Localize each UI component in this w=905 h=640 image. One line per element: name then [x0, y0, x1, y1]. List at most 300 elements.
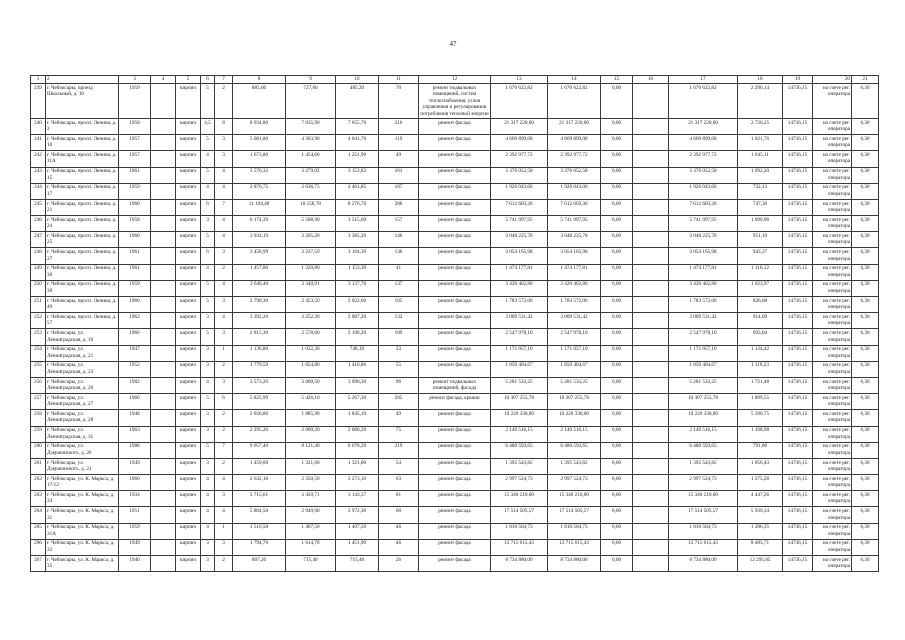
table-cell: 8 276,70 — [336, 199, 379, 215]
table-cell: 251 — [31, 297, 46, 313]
table-cell: 3 054 165,98 — [548, 248, 601, 264]
table-cell: 4 — [215, 475, 233, 491]
table-cell — [151, 507, 176, 523]
table-cell: 6,30 — [852, 329, 879, 345]
table-cell: кирпич — [176, 442, 201, 458]
table-cell — [633, 151, 669, 167]
table-cell: ремонт фасада — [419, 280, 491, 296]
table-cell — [151, 556, 176, 572]
table-cell: 0,00 — [601, 458, 633, 474]
table-cell: 119 — [379, 135, 419, 151]
table-cell — [633, 507, 669, 523]
table-cell: на счете рег. оператора — [813, 442, 852, 458]
table-cell: 6 678,20 — [336, 442, 379, 458]
table-row — [31, 410, 879, 426]
table-cell: 6,30 — [852, 313, 879, 329]
table-cell: 4 — [201, 491, 215, 507]
table-cell: 2 790,30 — [233, 297, 286, 313]
table-cell: г. Чебоксары, ул. Дзержинского, д. 26 — [46, 442, 119, 458]
table-cell: 13 715 615,43 — [491, 539, 548, 555]
table-cell: кирпич — [176, 491, 201, 507]
table-cell: 10 220 330,00 — [669, 410, 738, 426]
table-cell: 137 — [379, 280, 419, 296]
table-cell: 3 137,70 — [336, 280, 379, 296]
table-cell: 4 669 899,08 — [548, 135, 601, 151]
table-cell: 993,04 — [738, 329, 783, 345]
table-cell — [151, 248, 176, 264]
table-cell: 6,30 — [852, 232, 879, 248]
table-cell: 0,00 — [601, 151, 633, 167]
table-cell: 14736,15 — [783, 507, 813, 523]
table-cell: 3 385,20 — [336, 232, 379, 248]
table-cell: 107 — [379, 183, 419, 199]
table-cell: 216 — [379, 118, 419, 134]
table-cell: 1963 — [119, 426, 151, 442]
table-cell: ремонт фасада — [419, 232, 491, 248]
table-cell: 7 — [215, 199, 233, 215]
table-cell: 0,00 — [601, 523, 633, 539]
table-cell: 11 194,48 — [233, 199, 286, 215]
table-cell — [151, 491, 176, 507]
table-cell — [151, 539, 176, 555]
table-cell: 6 480 593,65 — [669, 442, 738, 458]
table-cell: 1 321,00 — [336, 458, 379, 474]
table-cell: на счете рег. оператора — [813, 199, 852, 215]
table-cell: на счете рег. оператора — [813, 507, 852, 523]
table-cell: 2 392 977,72 — [548, 151, 601, 167]
table-cell: 1959 — [119, 280, 151, 296]
table-cell: г. Чебоксары, просп. Ленина, д. 57 — [46, 313, 119, 329]
table-row — [31, 329, 879, 345]
table-cell: кирпич — [176, 151, 201, 167]
table-cell: 748,10 — [336, 345, 379, 361]
table-cell: кирпич — [176, 264, 201, 280]
table-cell: 1 810 564,73 — [548, 523, 601, 539]
table-cell: ремонт фасада — [419, 329, 491, 345]
table-cell: 262 — [31, 475, 46, 491]
table-cell: 7 612 603,36 — [548, 199, 601, 215]
table-cell: 253 — [31, 329, 46, 345]
column-number-cell: 5 — [176, 76, 201, 84]
table-cell: 8 734 880,00 — [548, 556, 601, 572]
table-cell: на счете рег. оператора — [813, 232, 852, 248]
table-cell — [633, 377, 669, 393]
table-cell: 0,00 — [601, 199, 633, 215]
column-number-cell: 19 — [783, 76, 813, 84]
table-cell: 5 804,50 — [233, 507, 286, 523]
table-cell: 4 — [215, 313, 233, 329]
table-cell: ремонт фасада — [419, 199, 491, 215]
table-cell: 1 116,12 — [738, 264, 783, 280]
table-cell: 0,00 — [601, 329, 633, 345]
table-cell: кирпич — [176, 135, 201, 151]
table-cell: 1 885,90 — [286, 410, 336, 426]
table-cell: 6,30 — [852, 280, 879, 296]
table-cell — [633, 84, 669, 119]
table-cell: 6,30 — [852, 84, 879, 119]
table-cell: 8 934,80 — [233, 118, 286, 134]
table-cell: 14736,15 — [783, 458, 813, 474]
table-cell: 1 021,76 — [738, 135, 783, 151]
table-cell: 4 447,26 — [738, 491, 783, 507]
table-cell: 8 734 880,00 — [669, 556, 738, 572]
table-cell: 1 783 572,06 — [548, 297, 601, 313]
table-cell: 14736,15 — [783, 410, 813, 426]
table-cell: 1982 — [119, 377, 151, 393]
table-cell: на счете рег. оператора — [813, 151, 852, 167]
table-cell: 2 295,20 — [233, 426, 286, 442]
table-cell: 2 — [215, 361, 233, 377]
table-cell — [151, 151, 176, 167]
table-cell: 4,5 — [201, 118, 215, 134]
table-cell: 3 069,50 — [286, 377, 336, 393]
table-cell: 3 640,40 — [233, 280, 286, 296]
table-cell: 0,00 — [601, 135, 633, 151]
table-cell: 3 573,20 — [233, 377, 286, 393]
table-cell: 146 — [379, 232, 419, 248]
table-cell: 3 — [201, 458, 215, 474]
table-cell: 1947 — [119, 345, 151, 361]
table-cell: 14736,15 — [783, 491, 813, 507]
table-cell: на счете рег. оператора — [813, 297, 852, 313]
table-row — [31, 345, 879, 361]
table-cell: кирпич — [176, 458, 201, 474]
table-cell: 14736,15 — [783, 442, 813, 458]
column-number-cell: 18 — [738, 76, 783, 84]
table-cell: кирпич — [176, 377, 201, 393]
column-number-cell: 2 — [46, 76, 119, 84]
table-cell: 3 — [215, 135, 233, 151]
table-cell: 15 346 210,00 — [491, 491, 548, 507]
table-cell: 2 632,10 — [233, 475, 286, 491]
table-cell: 49 — [379, 410, 419, 426]
table-cell: 5 426,10 — [286, 394, 336, 410]
table-cell: ремонт подвальных помещений, фасада — [419, 377, 491, 393]
table-cell: 5 281 533,25 — [669, 377, 738, 393]
table-row — [31, 458, 879, 474]
table-cell: 1 474 177,81 — [491, 264, 548, 280]
table-cell: 914,69 — [738, 313, 783, 329]
table-cell: на счете рег. оператора — [813, 491, 852, 507]
table-cell: 260 — [31, 442, 46, 458]
column-number-cell: 21 — [852, 76, 879, 84]
table-cell: на счете рег. оператора — [813, 216, 852, 232]
table-cell: на счете рег. оператора — [813, 84, 852, 119]
table-cell: 727,60 — [286, 84, 336, 119]
table-cell: 6,30 — [852, 216, 879, 232]
table-cell: 3 576,32 — [233, 167, 286, 183]
table-cell: кирпич — [176, 329, 201, 345]
table-cell: ремонт фасада — [419, 183, 491, 199]
table-cell: 26 — [379, 556, 419, 572]
table-cell: кирпич — [176, 394, 201, 410]
table-cell: 243 — [31, 167, 46, 183]
table-cell: 3 205,20 — [286, 232, 336, 248]
table-cell: 14736,15 — [783, 232, 813, 248]
table-cell: 1 168,98 — [738, 426, 783, 442]
table-cell: 6,30 — [852, 135, 879, 151]
table-cell: 4 041,70 — [336, 135, 379, 151]
table-cell: 3 392,20 — [233, 313, 286, 329]
table-cell: 6 480 593,65 — [548, 442, 601, 458]
table-cell: кирпич — [176, 167, 201, 183]
table-cell — [633, 118, 669, 134]
table-cell: 1966 — [119, 329, 151, 345]
table-cell: ремонт фасада — [419, 248, 491, 264]
table-cell: 0,00 — [601, 280, 633, 296]
table-cell: 4 363,90 — [286, 135, 336, 151]
column-number-cell: 8 — [233, 76, 286, 84]
table-cell: 1 654,80 — [286, 361, 336, 377]
table-cell: 2 080,20 — [336, 426, 379, 442]
table-cell: на счете рег. оператора — [813, 135, 852, 151]
table-cell: 288 — [379, 199, 419, 215]
table-cell: ремонт фасада — [419, 426, 491, 442]
table-cell: 485,20 — [336, 84, 379, 119]
table-cell: 7 — [215, 442, 233, 458]
table-cell — [151, 232, 176, 248]
table-cell: 14736,15 — [783, 556, 813, 572]
table-cell: 14736,15 — [783, 297, 813, 313]
table-cell: 3 — [215, 539, 233, 555]
table-cell: 13 715 615,43 — [669, 539, 738, 555]
table-cell: 14736,15 — [783, 377, 813, 393]
table-cell: на счете рег. оператора — [813, 361, 852, 377]
table-row — [31, 361, 879, 377]
table-cell: 205 — [379, 394, 419, 410]
table-cell: г. Чебоксары, проезд Школьный, д. 10 — [46, 84, 119, 119]
table-cell: 2 547 978,10 — [548, 329, 601, 345]
table-cell — [151, 216, 176, 232]
table-cell: 255 — [31, 361, 46, 377]
table-cell — [151, 475, 176, 491]
table-cell: 4 669 899,08 — [491, 135, 548, 151]
table-cell: 0,00 — [601, 410, 633, 426]
table-cell: 1958 — [119, 118, 151, 134]
table-cell: 14736,15 — [783, 329, 813, 345]
table-cell: 6 — [201, 199, 215, 215]
table-cell: 1 614,70 — [286, 539, 336, 555]
table-cell: 265 — [31, 523, 46, 539]
table-cell: 1 451,90 — [336, 539, 379, 555]
table-cell: 1940 — [119, 556, 151, 572]
table-cell: 1 395 543,82 — [548, 458, 601, 474]
table-cell: 250 — [31, 280, 46, 296]
table-cell — [633, 248, 669, 264]
table-cell: 5 — [201, 167, 215, 183]
table-cell: ремонт фасада — [419, 345, 491, 361]
table-cell: г. Чебоксары, просп. Ленина, д. 39 — [46, 280, 119, 296]
table-cell: 96 — [379, 377, 419, 393]
table-cell — [633, 264, 669, 280]
table-cell: 1 457,80 — [233, 264, 286, 280]
table-cell: ремонт фасада — [419, 167, 491, 183]
table-cell: 3 — [201, 539, 215, 555]
table-cell: 1 251,90 — [336, 151, 379, 167]
table-cell: кирпич — [176, 248, 201, 264]
table-cell: 1951 — [119, 507, 151, 523]
table-cell: 1962 — [119, 313, 151, 329]
table-cell: г. Чебоксары, просп. Ленина, д. 24 — [46, 216, 119, 232]
table-cell — [633, 410, 669, 426]
table-cell: 6,30 — [852, 507, 879, 523]
column-number-row — [31, 76, 879, 84]
table-cell: 161 — [379, 167, 419, 183]
table-cell: кирпич — [176, 361, 201, 377]
table-cell: 263 — [31, 491, 46, 507]
table-cell: 2 997 524,73 — [669, 475, 738, 491]
table-cell: 1 153,30 — [336, 264, 379, 280]
table-cell: 2 069,20 — [286, 426, 336, 442]
table-cell: 13 715 615,43 — [548, 539, 601, 555]
table-cell: г. Чебоксары, просп. Ленина, д. 30 — [46, 264, 119, 280]
table-cell: на счете рег. оператора — [813, 183, 852, 199]
table-row — [31, 377, 879, 393]
column-number-cell: 1 — [31, 76, 46, 84]
table-cell: 4 — [215, 280, 233, 296]
table-cell: 264 — [31, 507, 46, 523]
table-cell: 2 972,30 — [336, 507, 379, 523]
table-cell: 5 267,30 — [336, 394, 379, 410]
table-cell — [151, 199, 176, 215]
table-row — [31, 135, 879, 151]
table-cell: на счете рег. оператора — [813, 118, 852, 134]
table-cell: 1 134,42 — [738, 345, 783, 361]
table-cell: 0,00 — [601, 264, 633, 280]
table-cell — [151, 410, 176, 426]
table-cell: 1 926 043,06 — [548, 183, 601, 199]
table-cell — [633, 394, 669, 410]
table-cell: 2 296,14 — [738, 84, 783, 119]
table-cell: 5 281 533,25 — [491, 377, 548, 393]
table-cell: г. Чебоксары, ул. К. Маркса, д. 35 — [46, 556, 119, 572]
table-cell — [633, 539, 669, 555]
table-cell: 3 458,99 — [233, 248, 286, 264]
table-cell: 5 741 997,95 — [669, 216, 738, 232]
table-cell: ремонт фасада — [419, 216, 491, 232]
table-cell: 3 237,59 — [286, 248, 336, 264]
table-cell: 14736,15 — [783, 167, 813, 183]
table-cell: 1959 — [119, 523, 151, 539]
table-cell: 2 949,90 — [286, 507, 336, 523]
table-cell: кирпич — [176, 199, 201, 215]
table-cell — [151, 442, 176, 458]
table-cell: 266 — [31, 539, 46, 555]
table-cell: 1 171 057,10 — [669, 345, 738, 361]
table-cell: 1 850 404,67 — [491, 361, 548, 377]
table-row — [31, 523, 879, 539]
table-cell: 1959 — [119, 84, 151, 119]
table-cell: 109 — [379, 329, 419, 345]
table-row — [31, 539, 879, 555]
table-cell: кирпич — [176, 118, 201, 134]
table-cell — [151, 280, 176, 296]
table-cell — [151, 458, 176, 474]
table-row — [31, 151, 879, 167]
column-number-cell: 4 — [151, 76, 176, 84]
table-cell — [151, 313, 176, 329]
table-cell: 0,00 — [601, 313, 633, 329]
table-cell: 5 390,75 — [738, 410, 783, 426]
table-cell: 0,00 — [601, 183, 633, 199]
table-cell: 240 — [31, 118, 46, 134]
table-cell: 3 515,60 — [336, 216, 379, 232]
table-cell: ремонт подвальных помещений, систем теплоснабжения, узлов управления и регулирования потребления тепловой энергии — [420, 84, 489, 117]
table-cell: 3 143,37 — [336, 491, 379, 507]
table-cell: г. Чебоксары, просп. Ленина, д. 2 — [46, 118, 119, 134]
table-cell — [633, 329, 669, 345]
table-cell: 2 547 978,10 — [669, 329, 738, 345]
table-cell: 6,30 — [852, 410, 879, 426]
table-cell: г. Чебоксары, ул. К. Маркса, д. 17/12 — [46, 475, 119, 491]
table-cell: кирпич — [176, 232, 201, 248]
table-cell: 2 — [215, 84, 233, 119]
table-cell: 1 092,20 — [738, 167, 783, 183]
table-cell: 951,10 — [738, 232, 783, 248]
table-cell: на счете рег. оператора — [813, 410, 852, 426]
table-cell: 1960 — [119, 199, 151, 215]
table-cell — [633, 313, 669, 329]
table-cell: 1 810 564,73 — [669, 523, 738, 539]
table-cell: 3 054 165,98 — [669, 248, 738, 264]
table-cell — [151, 329, 176, 345]
table-cell — [633, 442, 669, 458]
table-cell: 0,00 — [601, 297, 633, 313]
table-cell: 33 — [379, 345, 419, 361]
table-cell: ремонт фасада — [419, 442, 491, 458]
table-cell: 4 — [215, 167, 233, 183]
table-cell: 10 158,78 — [286, 199, 336, 215]
table-row — [31, 297, 879, 313]
table-cell: на счете рег. оператора — [813, 280, 852, 296]
table-cell: 17 514 505,57 — [548, 507, 601, 523]
table-cell: ремонт фасада — [419, 523, 491, 539]
table-cell — [633, 426, 669, 442]
table-cell: 10 307 255,78 — [491, 394, 548, 410]
table-cell: 7 655,70 — [336, 118, 379, 134]
table-cell: кирпич — [176, 539, 201, 555]
table-cell: 14736,15 — [783, 426, 813, 442]
table-cell: 2 461,85 — [336, 183, 379, 199]
table-row — [31, 199, 879, 215]
table-cell: 10 220 330,00 — [548, 410, 601, 426]
table-cell: 17 514 505,57 — [491, 507, 548, 523]
table-cell: ремонт фасада — [419, 297, 491, 313]
table-cell: 715,40 — [336, 556, 379, 572]
table-cell: 14736,15 — [783, 361, 813, 377]
table-cell: 3 — [201, 313, 215, 329]
table-cell: 2 — [215, 556, 233, 572]
table-cell — [151, 345, 176, 361]
table-cell: 254 — [31, 345, 46, 361]
table-cell: 2 140 516,15 — [548, 426, 601, 442]
table-cell: 2 997 524,73 — [491, 475, 548, 491]
table-cell: 2 196,20 — [336, 329, 379, 345]
table-cell: кирпич — [176, 313, 201, 329]
table-cell: 3 — [201, 216, 215, 232]
table-cell: на счете рег. оператора — [813, 556, 852, 572]
column-number-cell: 14 — [548, 76, 601, 84]
table-cell: 5 — [201, 135, 215, 151]
table-cell: 3 376 052,58 — [491, 167, 548, 183]
table-cell: 3 — [201, 361, 215, 377]
column-number-cell: 10 — [336, 76, 379, 84]
table-cell: 2 140 516,15 — [669, 426, 738, 442]
table-cell: г. Чебоксары, ул. К. Маркса, д. 31 — [46, 507, 119, 523]
table-cell: 826,68 — [738, 297, 783, 313]
table-cell: 2 547 978,10 — [491, 329, 548, 345]
table-cell — [151, 377, 176, 393]
